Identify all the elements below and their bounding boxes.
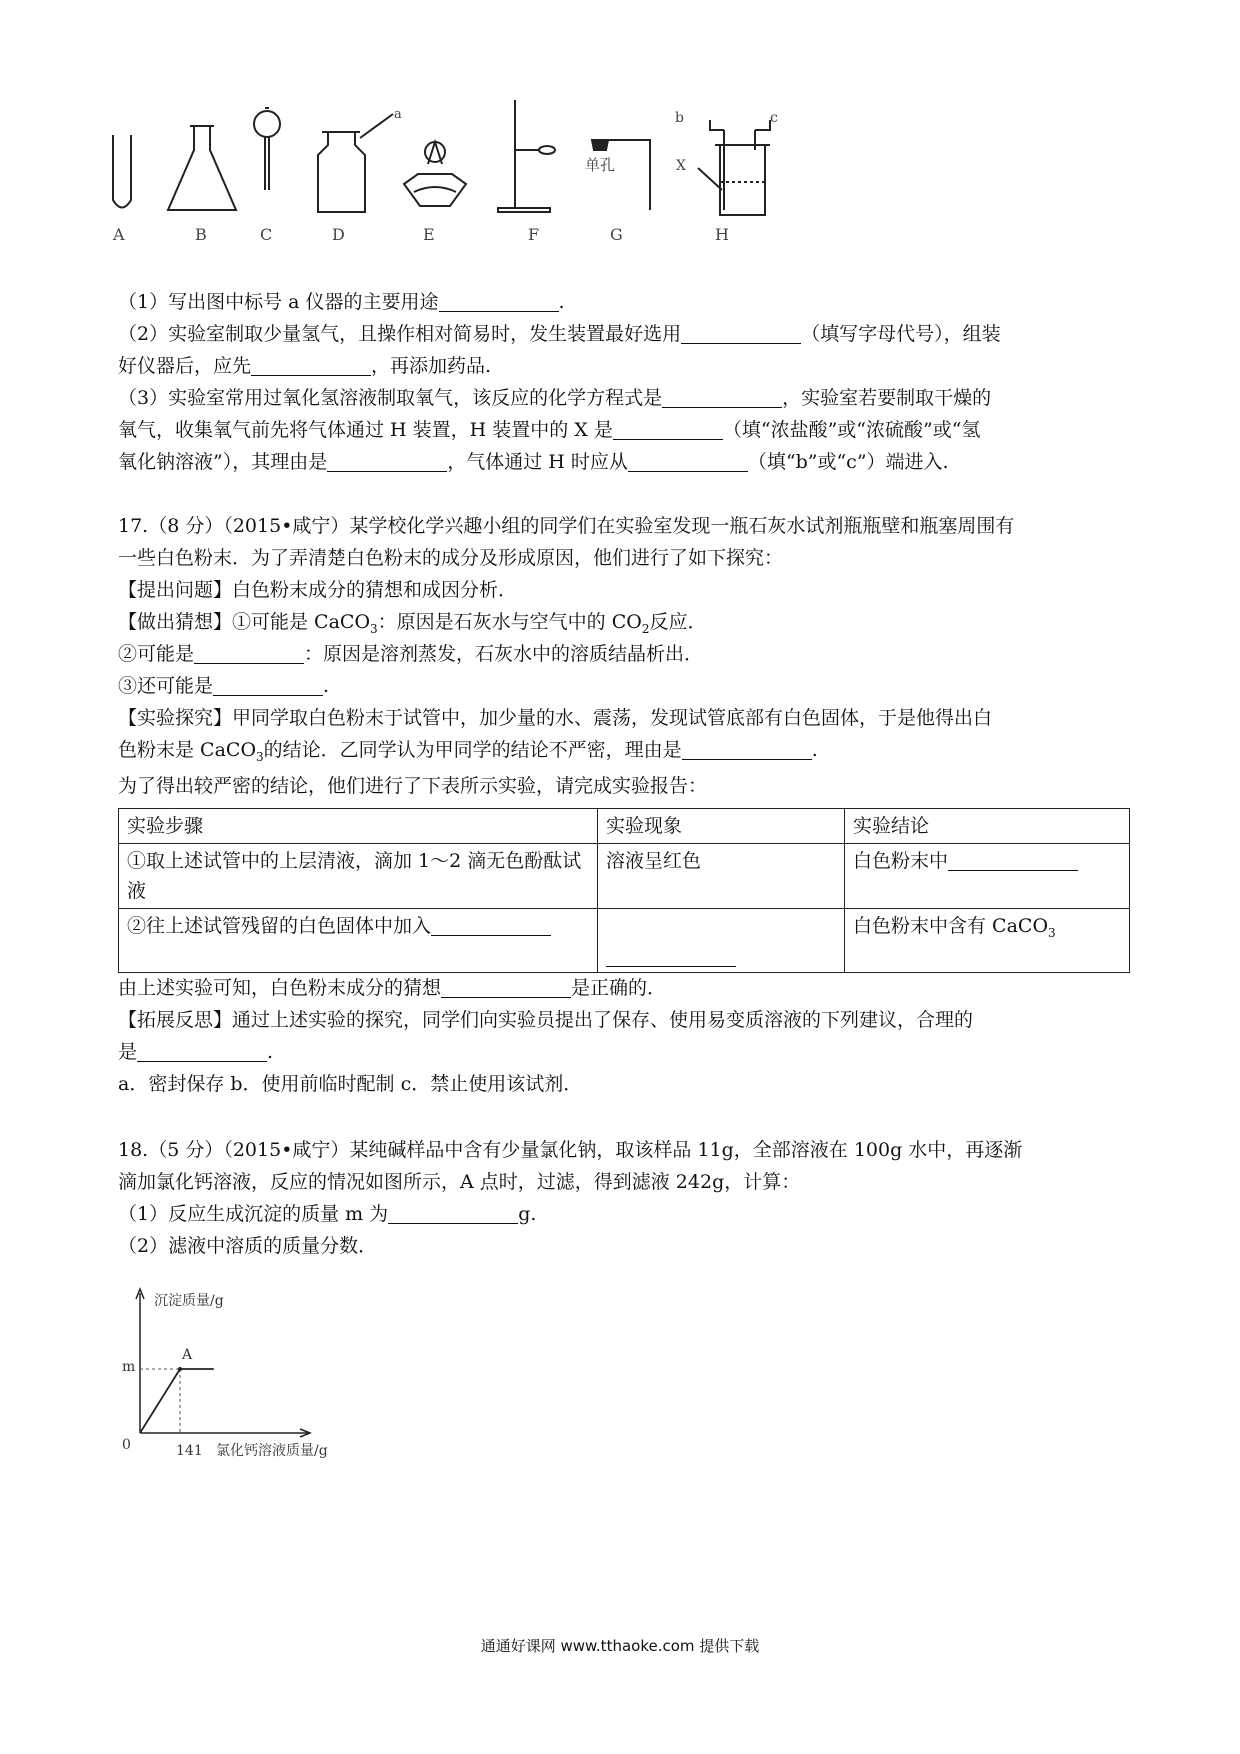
q17-line12: 是 .	[118, 1036, 273, 1068]
page-footer: 通通好课网 www.tthaoke.com 提供下载	[480, 1637, 760, 1655]
q16-part2b: 好仪器后，应先 ，再添加药品.	[118, 350, 491, 382]
letter-c: C	[260, 225, 273, 244]
q16-part3b: 氧气，收集氧气前先将气体通过 H 装置，H 装置中的 X 是 （填“浓盐酸”或“浓硫酸”或“氢	[118, 414, 980, 446]
mark-a: a	[394, 107, 402, 122]
origin-label: 0	[122, 1437, 131, 1453]
table-header: 实验现象	[598, 809, 845, 844]
point-a	[178, 1367, 182, 1371]
q18-line4: （2）滤液中溶质的质量分数．	[118, 1235, 378, 1257]
mark-c: c	[770, 110, 778, 126]
letter-d: D	[332, 225, 345, 244]
series-line	[140, 1369, 214, 1433]
answer-blank[interactable]	[137, 1037, 267, 1062]
q16-part3: （3）实验室常用过氧化氢溶液制取氧气，该反应的化学方程式是 ，实验室若要制取干燥的	[118, 382, 991, 414]
q17-line1: 17.（8 分）（2015•咸宁）某学校化学兴趣小组的同学们在实验室发现一瓶石灰水试剂瓶瓶壁和瓶塞周围有	[118, 515, 1015, 537]
answer-blank[interactable]	[613, 415, 723, 440]
table-row	[119, 909, 1130, 973]
mark-danko: 单孔	[585, 156, 616, 174]
letter-h: H	[715, 225, 729, 244]
q16-part1: （1）写出图中标号 a 仪器的主要用途 .	[118, 286, 565, 318]
q18-line2: 滴加氯化钙溶液，反应的情况如图所示，A 点时，过滤，得到滤液 242g，计算：	[118, 1171, 801, 1193]
q17-line10: 由上述实验可知，白色粉末成分的猜想 是正确的．	[118, 972, 666, 1004]
answer-blank[interactable]	[194, 639, 304, 664]
table-header-row	[119, 809, 1130, 844]
q17-line5: ②可能是 ：原因是溶剂蒸发，石灰水中的溶质结晶析出．	[118, 638, 703, 670]
answer-blank[interactable]	[213, 671, 323, 696]
lab-apparatus-figure	[110, 100, 890, 270]
x-tick-label: 141	[176, 1443, 203, 1458]
answer-blank[interactable]	[251, 351, 371, 376]
test-tube-a	[113, 135, 131, 208]
y-axis-label: 沉淀质量/g	[154, 1293, 224, 1309]
letter-f: F	[528, 225, 540, 244]
x-axis-label: 氯化钙溶液质量/g	[216, 1443, 328, 1458]
q16-part2: （2）实验室制取少量氢气，且操作相对简易时，发生装置最好选用 （填写字母代号），组装	[118, 318, 1001, 350]
point-a-label: A	[182, 1347, 193, 1363]
letter-g: G	[610, 225, 623, 244]
table-header: 实验结论	[845, 809, 1130, 844]
q18-line1: 18.（5 分）（2015•咸宁）某纯碱样品中含有少量氯化钠，取该样品 11g，全部溶液在 100g 水中，再逐渐	[118, 1139, 1023, 1161]
answer-blank[interactable]	[431, 911, 551, 936]
answer-blank[interactable]	[606, 942, 736, 967]
mark-x: X	[676, 158, 686, 174]
stopper-tube-g	[592, 140, 608, 150]
q17-line7: 【实验探究】甲同学取白色粉末于试管中，加少量的水、震荡，发现试管底部有白色固体，于是他得出白	[118, 707, 993, 729]
answer-blank[interactable]	[628, 447, 748, 472]
q17-line6: ③还可能是 .	[118, 670, 329, 702]
funnel-c	[254, 111, 280, 137]
precipitate-graph	[118, 1283, 418, 1458]
table-cell: 白色粉末中含有 CaCO$_3$	[845, 909, 1130, 973]
q18-line3: （1）反应生成沉淀的质量 m 为 g.	[118, 1198, 536, 1230]
conical-flask-b	[168, 126, 236, 210]
q17-line4: 【做出猜想】①可能是 CaCO$_3$：原因是石灰水与空气中的 $CO_2$反应．	[118, 611, 707, 636]
table-header: 实验步骤	[119, 809, 598, 844]
gas-bottle-d	[318, 132, 365, 212]
table-cell: 白色粉末中	[845, 844, 1130, 909]
q16-part3c: 氧化钠溶液”），其理由是 ，气体通过 H 时应从 （填“b”或“c”）端进入.	[118, 446, 949, 478]
table-cell: 溶液呈红色	[598, 844, 845, 909]
table-cell	[598, 909, 845, 973]
experiment-report-table	[118, 808, 1130, 973]
answer-blank[interactable]	[948, 846, 1078, 871]
letter-a: A	[113, 225, 125, 244]
q17-line3: 【提出问题】白色粉末成分的猜想和成因分析．	[118, 579, 518, 601]
answer-blank[interactable]	[388, 1199, 518, 1224]
alcohol-lamp-e	[404, 174, 466, 206]
q17-line11: 【拓展反思】通过上述实验的探究，同学们向实验员提出了保存、使用易变质溶液的下列建议，合理的	[118, 1009, 974, 1031]
answer-blank[interactable]	[439, 287, 559, 312]
answer-blank[interactable]	[327, 447, 447, 472]
q17-line13: a．密封保存 b．使用前临时配制 c．禁止使用该试剂．	[118, 1073, 583, 1095]
letter-b: B	[195, 225, 207, 244]
y-tick-label: m	[122, 1359, 136, 1375]
q17-line8: 色粉末是 CaCO$_3$的结论．乙同学认为甲同学的结论不严密，理由是 .	[118, 734, 818, 773]
mark-b: b	[675, 110, 684, 126]
letter-e: E	[423, 225, 435, 244]
table-cell: ①取上述试管中的上层清液，滴加 1～2 滴无色酚酞试液	[119, 844, 598, 909]
q17-line2: 一些白色粉末．为了弄清楚白色粉末的成分及形成原因，他们进行了如下探究：	[118, 547, 784, 569]
answer-blank[interactable]	[441, 973, 571, 998]
q17-line9: 为了得出较严密的结论，他们进行了下表所示实验，请完成实验报告：	[118, 775, 708, 797]
table-cell: ②往上述试管残留的白色固体中加入	[119, 909, 598, 973]
table-row	[119, 844, 1130, 909]
wash-bottle-h	[720, 145, 765, 215]
answer-blank[interactable]	[662, 383, 782, 408]
answer-blank[interactable]	[681, 319, 801, 344]
answer-blank[interactable]	[682, 735, 812, 760]
